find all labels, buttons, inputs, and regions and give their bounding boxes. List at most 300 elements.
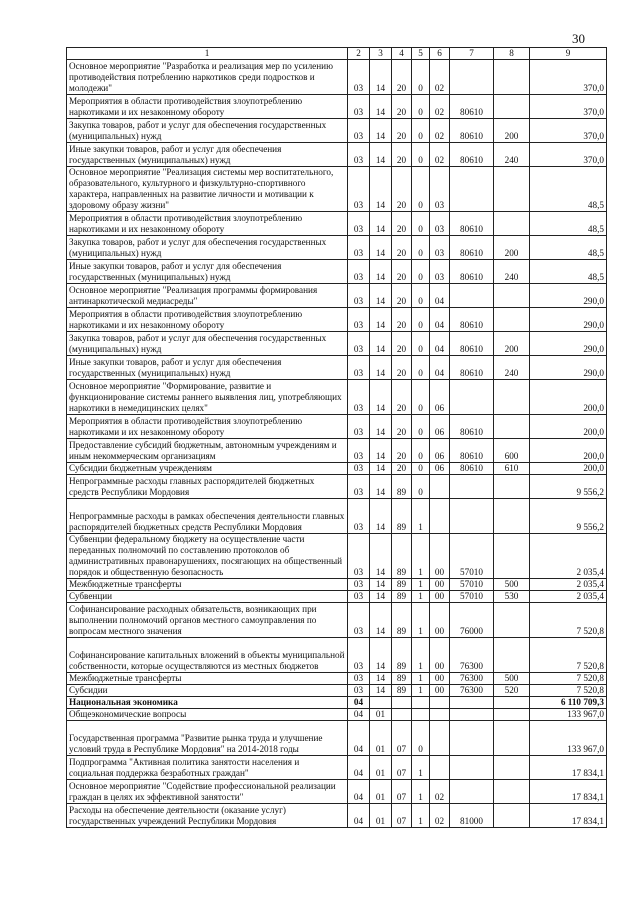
row-code: 80610 xyxy=(450,308,494,332)
row-code: 00 xyxy=(430,534,450,579)
column-header: 1 xyxy=(67,48,348,60)
table-row xyxy=(67,603,607,638)
row-name: Межбюджетные трансферты xyxy=(67,673,348,685)
row-name: Закупка товаров, работ и услуг для обеспечения государственных (муниципальных) нужд xyxy=(67,332,348,356)
row-code: 20 xyxy=(392,167,412,212)
row-code: 03 xyxy=(348,308,370,332)
row-code: 1 xyxy=(412,780,430,804)
page-number: 30 xyxy=(572,31,585,46)
row-code xyxy=(494,308,530,332)
row-code: 03 xyxy=(348,212,370,236)
row-code: 20 xyxy=(392,284,412,308)
table-row xyxy=(67,499,607,534)
row-code: 14 xyxy=(370,673,392,685)
table-row xyxy=(67,260,607,284)
row-code: 76000 xyxy=(450,603,494,638)
row-code: 200 xyxy=(494,332,530,356)
row-code: 89 xyxy=(392,499,412,534)
row-amount: 2 035,4 xyxy=(530,534,607,579)
row-code: 04 xyxy=(430,308,450,332)
row-code xyxy=(494,95,530,119)
row-code: 76300 xyxy=(450,638,494,673)
table-row xyxy=(67,756,607,780)
row-code: 01 xyxy=(370,780,392,804)
row-code: 14 xyxy=(370,415,392,439)
row-code xyxy=(430,756,450,780)
row-code: 89 xyxy=(392,638,412,673)
row-code: 14 xyxy=(370,638,392,673)
row-code: 80610 xyxy=(450,143,494,167)
row-amount: 7 520,8 xyxy=(530,673,607,685)
row-code: 610 xyxy=(494,463,530,475)
row-code: 07 xyxy=(392,756,412,780)
row-code: 20 xyxy=(392,439,412,463)
row-code xyxy=(450,709,494,721)
row-code: 03 xyxy=(348,119,370,143)
row-code: 89 xyxy=(392,673,412,685)
row-code: 00 xyxy=(430,685,450,697)
row-code: 89 xyxy=(392,475,412,499)
row-code: 1 xyxy=(412,603,430,638)
row-code: 600 xyxy=(494,439,530,463)
row-amount: 290,0 xyxy=(530,332,607,356)
row-code: 57010 xyxy=(450,534,494,579)
table-row xyxy=(67,356,607,380)
row-code xyxy=(494,756,530,780)
row-code: 1 xyxy=(412,579,430,591)
row-name: Субсидии xyxy=(67,685,348,697)
row-code xyxy=(450,167,494,212)
row-code: 0 xyxy=(412,95,430,119)
row-code: 00 xyxy=(430,673,450,685)
row-name: Иные закупки товаров, работ и услуг для обеспечения государственных (муниципальных) нужд xyxy=(67,260,348,284)
row-name: Мероприятия в области противодействия злоупотреблению наркотиками и их незаконному обороту xyxy=(67,308,348,332)
row-code: 03 xyxy=(348,579,370,591)
row-code: 0 xyxy=(412,380,430,415)
row-code: 76300 xyxy=(450,685,494,697)
table-row xyxy=(67,463,607,475)
row-code: 500 xyxy=(494,579,530,591)
row-code: 80610 xyxy=(450,119,494,143)
row-code: 0 xyxy=(412,721,430,756)
row-code: 20 xyxy=(392,463,412,475)
row-code: 03 xyxy=(348,439,370,463)
row-code: 20 xyxy=(392,95,412,119)
row-amount: 133 967,0 xyxy=(530,721,607,756)
row-code xyxy=(392,697,412,709)
table-row xyxy=(67,685,607,697)
row-code: 14 xyxy=(370,356,392,380)
row-name: Основное мероприятие "Формирование, развитие и функционирование системы раннего выявления лиц, употребляющих наркотики в немедицинских целях" xyxy=(67,380,348,415)
row-code: 03 xyxy=(348,356,370,380)
table-row xyxy=(67,119,607,143)
row-code xyxy=(450,697,494,709)
row-code: 03 xyxy=(430,212,450,236)
row-code: 06 xyxy=(430,380,450,415)
row-code: 1 xyxy=(412,685,430,697)
row-amount: 370,0 xyxy=(530,143,607,167)
row-name: Мероприятия в области противодействия злоупотреблению наркотиками и их незаконному обороту xyxy=(67,95,348,119)
row-code xyxy=(392,709,412,721)
row-code xyxy=(494,638,530,673)
row-code: 14 xyxy=(370,380,392,415)
row-code: 14 xyxy=(370,167,392,212)
row-code xyxy=(450,721,494,756)
row-code: 0 xyxy=(412,439,430,463)
row-code: 03 xyxy=(348,499,370,534)
row-code xyxy=(430,499,450,534)
row-code xyxy=(430,697,450,709)
row-code xyxy=(494,415,530,439)
row-name: Субвенции федеральному бюджету на осуществление части переданных полномочий по составлению протоколов об административных правонарушениях, посягающих на общественный порядок и общественную безопасность xyxy=(67,534,348,579)
row-code: 14 xyxy=(370,591,392,603)
row-code: 14 xyxy=(370,236,392,260)
table-row xyxy=(67,475,607,499)
row-code: 14 xyxy=(370,119,392,143)
row-code: 01 xyxy=(370,721,392,756)
row-amount: 370,0 xyxy=(530,119,607,143)
row-code: 20 xyxy=(392,143,412,167)
row-code: 0 xyxy=(412,332,430,356)
row-code: 03 xyxy=(430,236,450,260)
row-code xyxy=(494,499,530,534)
row-amount: 48,5 xyxy=(530,212,607,236)
row-code xyxy=(494,212,530,236)
row-code: 02 xyxy=(430,95,450,119)
row-amount: 48,5 xyxy=(530,260,607,284)
row-code: 14 xyxy=(370,603,392,638)
row-code: 00 xyxy=(430,591,450,603)
row-code: 1 xyxy=(412,804,430,828)
row-amount: 17 834,1 xyxy=(530,804,607,828)
row-code: 02 xyxy=(430,804,450,828)
row-code: 04 xyxy=(430,284,450,308)
row-code: 14 xyxy=(370,260,392,284)
row-code: 1 xyxy=(412,534,430,579)
row-code: 20 xyxy=(392,119,412,143)
row-code: 04 xyxy=(348,756,370,780)
row-name: Софинансирование капитальных вложений в объекты муниципальной собственности, которые осуществляются из местных бюджетов xyxy=(67,638,348,673)
row-amount: 200,0 xyxy=(530,439,607,463)
table-row xyxy=(67,167,607,212)
row-code xyxy=(494,780,530,804)
table-row xyxy=(67,284,607,308)
row-code xyxy=(450,499,494,534)
row-code: 80610 xyxy=(450,212,494,236)
table-row xyxy=(67,721,607,756)
table-row xyxy=(67,591,607,603)
column-header: 9 xyxy=(530,48,607,60)
row-code: 14 xyxy=(370,284,392,308)
row-code: 1 xyxy=(412,756,430,780)
row-amount: 6 110 709,3 xyxy=(530,697,607,709)
row-code: 0 xyxy=(412,463,430,475)
row-code: 03 xyxy=(348,638,370,673)
row-code: 80610 xyxy=(450,356,494,380)
table-row xyxy=(67,804,607,828)
row-code xyxy=(494,284,530,308)
row-name: Непрограммные расходы в рамках обеспечения деятельности главных распорядителей бюджетных средств Республики Мордовия xyxy=(67,499,348,534)
row-code: 07 xyxy=(392,804,412,828)
row-amount: 290,0 xyxy=(530,284,607,308)
row-code: 530 xyxy=(494,591,530,603)
row-code: 04 xyxy=(430,356,450,380)
row-amount: 7 520,8 xyxy=(530,638,607,673)
row-code: 1 xyxy=(412,638,430,673)
row-code: 03 xyxy=(348,415,370,439)
row-code: 04 xyxy=(348,804,370,828)
table-row xyxy=(67,780,607,804)
row-code: 80610 xyxy=(450,236,494,260)
table-row xyxy=(67,439,607,463)
table-row xyxy=(67,380,607,415)
row-amount: 200,0 xyxy=(530,463,607,475)
row-code: 07 xyxy=(392,721,412,756)
row-code xyxy=(430,475,450,499)
row-code: 0 xyxy=(412,308,430,332)
row-code: 02 xyxy=(430,60,450,95)
row-code: 0 xyxy=(412,167,430,212)
row-code: 0 xyxy=(412,284,430,308)
row-code: 03 xyxy=(348,534,370,579)
row-code xyxy=(494,603,530,638)
row-name: Национальная экономика xyxy=(67,697,348,709)
row-amount: 48,5 xyxy=(530,167,607,212)
row-code: 14 xyxy=(370,685,392,697)
row-amount: 48,5 xyxy=(530,236,607,260)
row-code: 80610 xyxy=(450,463,494,475)
row-amount: 9 556,2 xyxy=(530,475,607,499)
row-code: 80610 xyxy=(450,415,494,439)
row-code: 0 xyxy=(412,119,430,143)
row-amount: 2 035,4 xyxy=(530,591,607,603)
row-amount: 17 834,1 xyxy=(530,780,607,804)
row-code xyxy=(412,709,430,721)
column-header: 7 xyxy=(450,48,494,60)
column-header: 8 xyxy=(494,48,530,60)
row-code xyxy=(450,780,494,804)
row-code: 03 xyxy=(430,260,450,284)
row-name: Софинансирование расходных обязательств, возникающих при выполнении полномочий органов местного самоуправления по вопросам местного значения xyxy=(67,603,348,638)
row-code xyxy=(494,534,530,579)
column-header: 6 xyxy=(430,48,450,60)
row-amount: 290,0 xyxy=(530,308,607,332)
row-code: 20 xyxy=(392,236,412,260)
row-code xyxy=(370,697,392,709)
row-code: 14 xyxy=(370,579,392,591)
table-row xyxy=(67,236,607,260)
row-code: 89 xyxy=(392,603,412,638)
row-code: 14 xyxy=(370,332,392,356)
table-row xyxy=(67,697,607,709)
row-name: Субвенции xyxy=(67,591,348,603)
row-code xyxy=(430,721,450,756)
row-name: Расходы на обеспечение деятельности (оказание услуг) государственных учреждений Республики Мордовия xyxy=(67,804,348,828)
row-name: Мероприятия в области противодействия злоупотреблению наркотиками и их незаконному обороту xyxy=(67,212,348,236)
row-code: 07 xyxy=(392,780,412,804)
row-name: Закупка товаров, работ и услуг для обеспечения государственных (муниципальных) нужд xyxy=(67,236,348,260)
row-code: 03 xyxy=(348,236,370,260)
row-code: 03 xyxy=(348,167,370,212)
row-code xyxy=(450,60,494,95)
row-code: 14 xyxy=(370,60,392,95)
row-name: Подпрограмма "Активная политика занятости населения и социальная поддержка безработных граждан" xyxy=(67,756,348,780)
row-code xyxy=(494,721,530,756)
column-header: 3 xyxy=(370,48,392,60)
row-code: 00 xyxy=(430,603,450,638)
row-code: 80610 xyxy=(450,95,494,119)
row-code: 20 xyxy=(392,60,412,95)
row-name: Непрограммные расходы главных распорядителей бюджетных средств Республики Мордовия xyxy=(67,475,348,499)
row-code: 03 xyxy=(430,167,450,212)
row-name: Основное мероприятие "Содействие профессиональной реализации граждан в целях их эффективной занятости" xyxy=(67,780,348,804)
row-code: 02 xyxy=(430,143,450,167)
row-code: 20 xyxy=(392,356,412,380)
row-name: Основное мероприятие "Разработка и реализация мер по усилению противодействия потреблению наркотиков среди подростков и молодежи" xyxy=(67,60,348,95)
row-code: 04 xyxy=(430,332,450,356)
row-code: 520 xyxy=(494,685,530,697)
row-code: 0 xyxy=(412,212,430,236)
row-code xyxy=(450,284,494,308)
row-code xyxy=(494,475,530,499)
row-amount: 133 967,0 xyxy=(530,709,607,721)
row-code: 80610 xyxy=(450,439,494,463)
row-code: 20 xyxy=(392,212,412,236)
row-code: 03 xyxy=(348,143,370,167)
row-code: 03 xyxy=(348,463,370,475)
table-row xyxy=(67,579,607,591)
row-code: 89 xyxy=(392,534,412,579)
row-code: 03 xyxy=(348,380,370,415)
row-code: 76300 xyxy=(450,673,494,685)
budget-table xyxy=(66,47,607,828)
row-code: 0 xyxy=(412,356,430,380)
row-amount: 7 520,8 xyxy=(530,603,607,638)
table-row xyxy=(67,143,607,167)
row-code: 04 xyxy=(348,721,370,756)
row-code: 14 xyxy=(370,475,392,499)
row-code xyxy=(450,756,494,780)
row-code: 01 xyxy=(370,756,392,780)
row-code: 20 xyxy=(392,380,412,415)
row-code: 06 xyxy=(430,415,450,439)
row-code: 20 xyxy=(392,332,412,356)
row-code: 89 xyxy=(392,591,412,603)
table-row xyxy=(67,95,607,119)
row-code: 240 xyxy=(494,260,530,284)
column-header: 5 xyxy=(412,48,430,60)
row-code: 03 xyxy=(348,260,370,284)
row-code: 240 xyxy=(494,143,530,167)
row-code: 14 xyxy=(370,499,392,534)
row-code: 14 xyxy=(370,439,392,463)
row-code: 80610 xyxy=(450,260,494,284)
row-name: Государственная программа "Развитие рынка труда и улучшение условий труда в Республике Мордовия" на 2014-2018 годы xyxy=(67,721,348,756)
row-code xyxy=(494,804,530,828)
row-amount: 200,0 xyxy=(530,415,607,439)
table-row xyxy=(67,534,607,579)
row-code: 1 xyxy=(412,499,430,534)
row-code xyxy=(430,709,450,721)
table-row xyxy=(67,332,607,356)
row-name: Мероприятия в области противодействия злоупотреблению наркотиками и их незаконному обороту xyxy=(67,415,348,439)
row-code: 20 xyxy=(392,415,412,439)
row-name: Общеэкономические вопросы xyxy=(67,709,348,721)
row-name: Предоставление субсидий бюджетным, автономным учреждениям и иным некоммерческим организациям xyxy=(67,439,348,463)
row-code: 04 xyxy=(348,697,370,709)
row-code: 14 xyxy=(370,143,392,167)
row-amount: 17 834,1 xyxy=(530,756,607,780)
table-row xyxy=(67,709,607,721)
row-code: 03 xyxy=(348,603,370,638)
row-code xyxy=(450,475,494,499)
row-code xyxy=(450,380,494,415)
row-code: 81000 xyxy=(450,804,494,828)
table-header-row xyxy=(67,48,607,60)
row-code: 1 xyxy=(412,591,430,603)
row-name: Субсидии бюджетным учреждениям xyxy=(67,463,348,475)
row-code: 14 xyxy=(370,212,392,236)
row-code: 89 xyxy=(392,685,412,697)
row-code: 03 xyxy=(348,685,370,697)
row-code: 80610 xyxy=(450,332,494,356)
row-amount: 9 556,2 xyxy=(530,499,607,534)
row-code: 03 xyxy=(348,284,370,308)
row-code: 00 xyxy=(430,638,450,673)
row-code: 06 xyxy=(430,439,450,463)
row-code: 14 xyxy=(370,95,392,119)
row-code xyxy=(494,167,530,212)
row-code xyxy=(494,697,530,709)
row-code: 20 xyxy=(392,260,412,284)
row-code: 20 xyxy=(392,308,412,332)
table-row xyxy=(67,308,607,332)
row-code: 0 xyxy=(412,60,430,95)
row-code: 02 xyxy=(430,119,450,143)
row-name: Иные закупки товаров, работ и услуг для обеспечения государственных (муниципальных) нужд xyxy=(67,143,348,167)
row-code: 00 xyxy=(430,579,450,591)
column-header: 2 xyxy=(348,48,370,60)
row-code: 03 xyxy=(348,95,370,119)
row-code: 03 xyxy=(348,591,370,603)
row-name: Иные закупки товаров, работ и услуг для обеспечения государственных (муниципальных) нужд xyxy=(67,356,348,380)
row-code: 03 xyxy=(348,332,370,356)
row-code: 500 xyxy=(494,673,530,685)
row-code: 04 xyxy=(348,780,370,804)
column-header: 4 xyxy=(392,48,412,60)
row-code: 14 xyxy=(370,463,392,475)
row-code: 14 xyxy=(370,308,392,332)
row-code: 240 xyxy=(494,356,530,380)
row-amount: 370,0 xyxy=(530,60,607,95)
table-row xyxy=(67,638,607,673)
row-code: 0 xyxy=(412,143,430,167)
row-code xyxy=(412,697,430,709)
row-name: Межбюджетные трансферты xyxy=(67,579,348,591)
row-code xyxy=(494,709,530,721)
row-code: 03 xyxy=(348,475,370,499)
row-code: 200 xyxy=(494,119,530,143)
row-code: 0 xyxy=(412,475,430,499)
row-name: Основное мероприятие "Реализация системы мер воспитательного, образовательного, культурного и физкультурно-спортивного характера, направленных на развитие личности и мотивации к здоровому образу жизни" xyxy=(67,167,348,212)
table-row xyxy=(67,60,607,95)
row-code: 0 xyxy=(412,236,430,260)
row-code: 14 xyxy=(370,534,392,579)
row-name: Закупка товаров, работ и услуг для обеспечения государственных (муниципальных) нужд xyxy=(67,119,348,143)
table-row xyxy=(67,673,607,685)
row-code: 89 xyxy=(392,579,412,591)
row-code: 0 xyxy=(412,260,430,284)
